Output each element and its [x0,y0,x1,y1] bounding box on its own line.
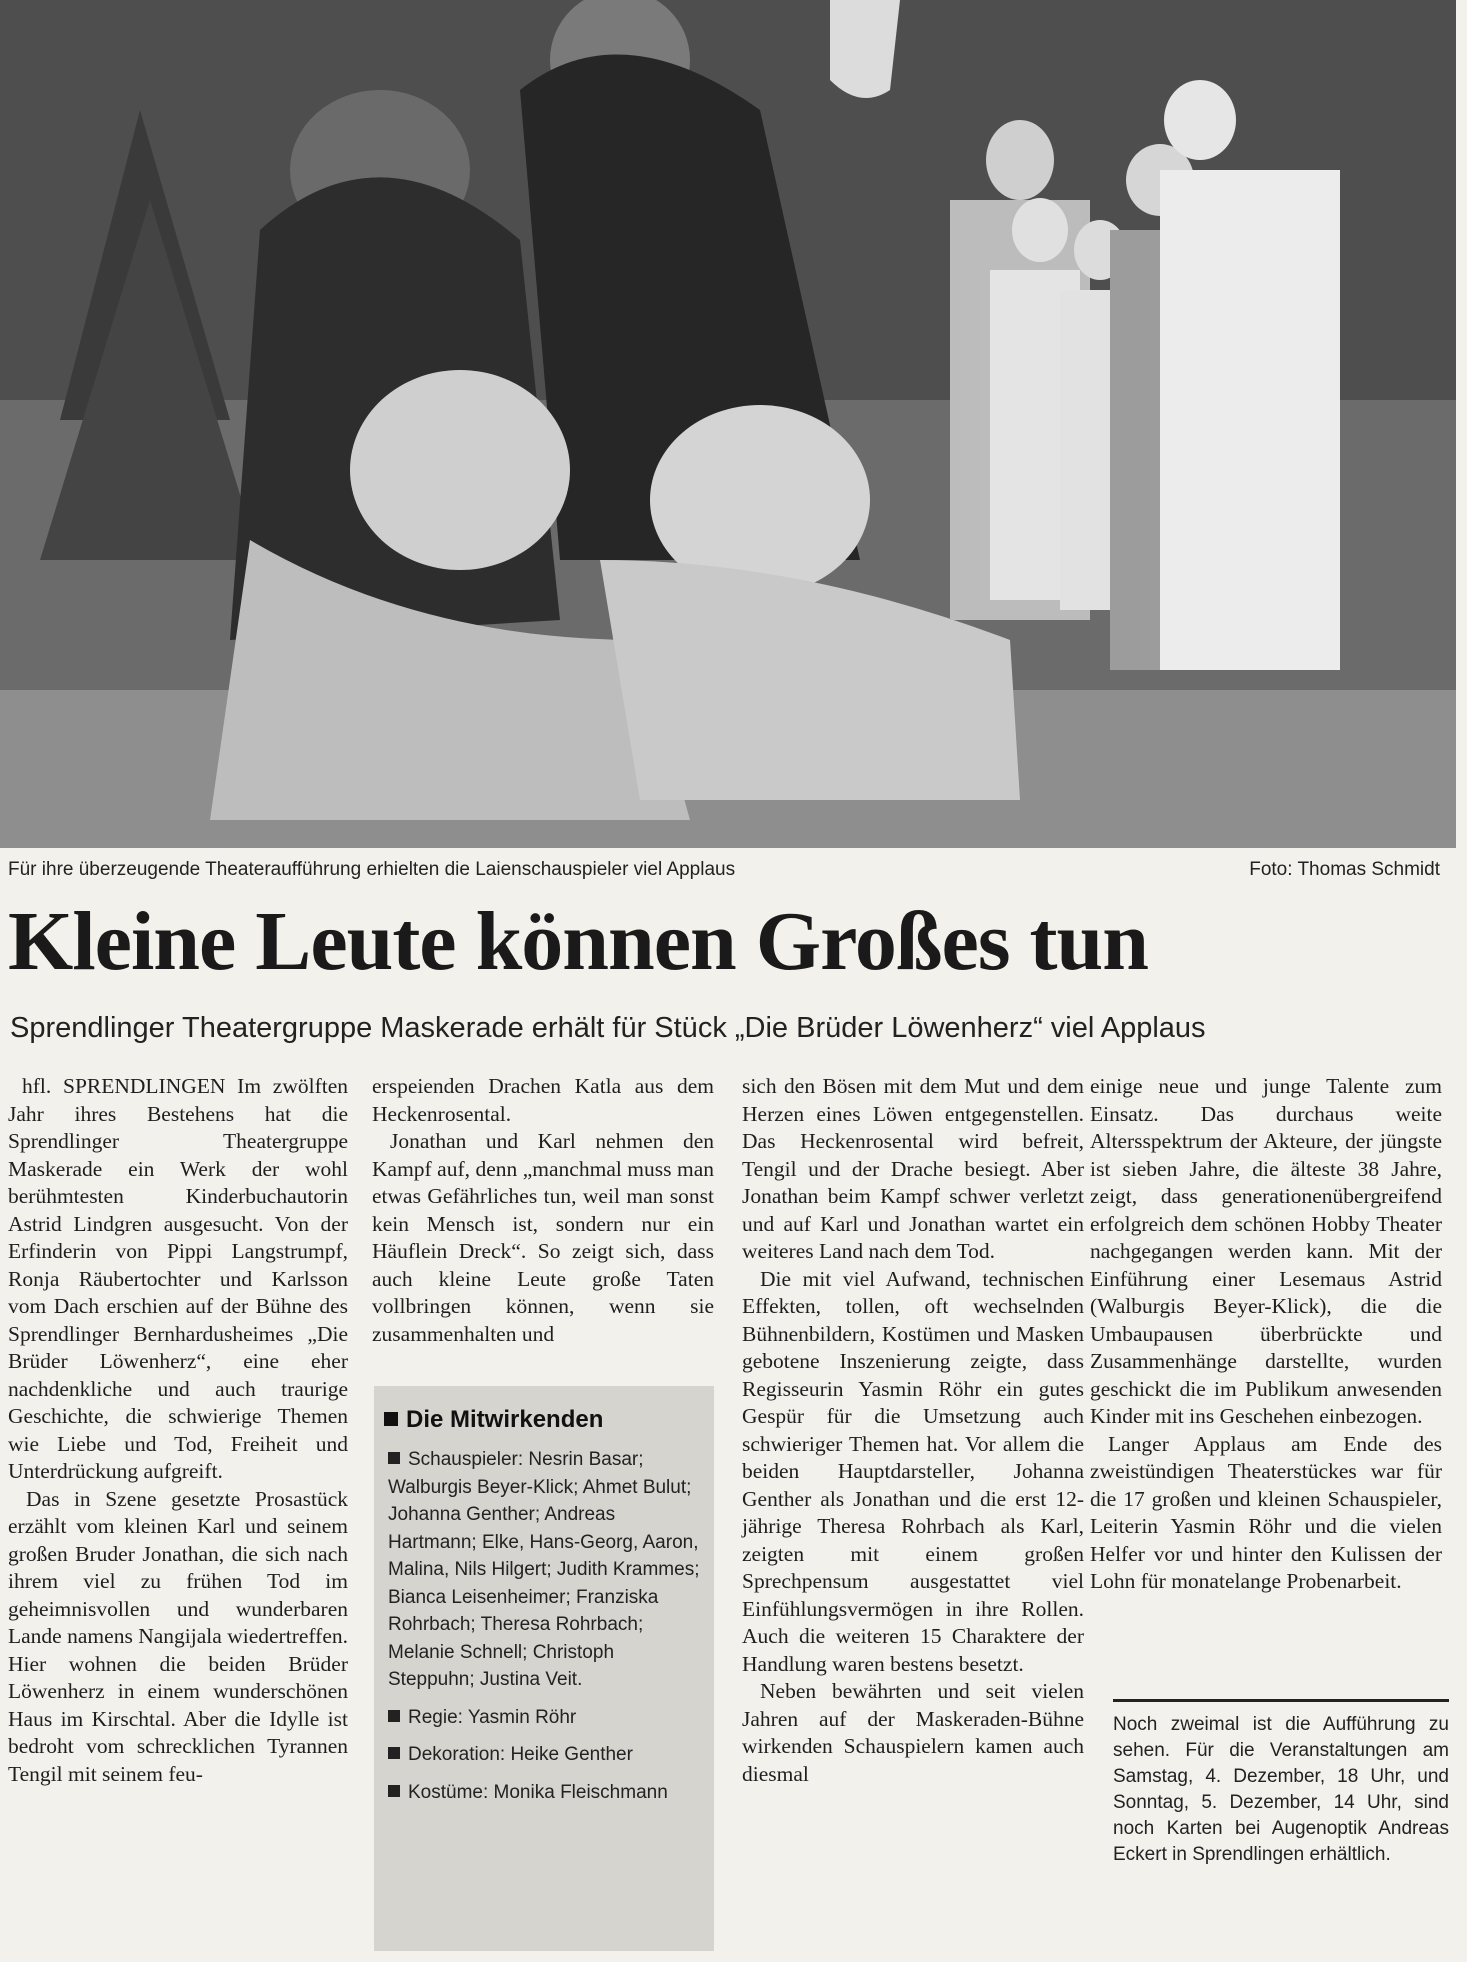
article-column-2 [372,1073,714,1348]
infobox-item [388,1741,704,1769]
infobox-title-text: Die Mitwirkenden [406,1406,604,1433]
paragraph: Jonathan und Karl nehmen den Kampf auf, denn „manchmal muss man etwas Gefährliches tun, weil man sonst kein Mensch ist, sondern nur ein Häuflein Dreck“. So zeigt sich, dass auch kleine Leute große Taten vollbringen können, wenn sie zusammenhalten und [372,1129,714,1346]
paragraph: Langer Applaus am Ende des zweistündigen Theaterstückes war für die 17 großen und kleinen Schauspieler, Leiterin Yasmin Röhr und die vielen Helfer vor und hinter den Kulissen der Lohn für monatelange Probenarbeit. [1090,1431,1442,1593]
infobox-title [384,1406,603,1434]
paragraph: einige neue und junge Talente zum Einsatz. Das durchaus weite Altersspektrum der Akteure, der jüngste ist sieben Jahre, die älteste 38 Jahre, zeigt, dass generationenübergreifend erfolgreich dem schönen Hobby Theater nachgegangen werden kann. Mit der Einführung einer Lesemaus Astrid (Walburgis Beyer-Klick), die die Umbaupausen überbrückte und Zusammenhänge darstellte, wurden geschickt die im Publikum anwesenden Kinder mit ins Geschehen einbezogen. [1090,1074,1442,1428]
paragraph: Das in Szene gesetzte Prosastück erzählt vom kleinen Karl und seinem großen Bruder Jonathan, die sich nach ihrem viel zu frühen Tod im geheimnisvollen und wunderbaren Lande namens Nangijala wiedertreffen. Hier wohnen die beiden Brüder Löwenherz in einem wunderschönen Haus im Kirschtal. Aber die Idylle ist bedroht vom schrecklichen Tyrannen Tengil mit seinem feu- [8,1486,348,1786]
infobox-item-text: Regie: Yasmin Röhr [408,1706,577,1728]
infobox-list [388,1446,704,1816]
infobox-item [388,1779,704,1807]
article-column-4 [1090,1073,1442,1596]
photo-caption-row [0,855,1440,883]
infobox-item-text: Dekoration: Heike Genther [408,1744,633,1765]
paragraph: sich den Bösen mit dem Mut und dem Herzen eines Löwen entgegenstellen. Das Heckenrosental wird befreit, Tengil und der Drache besiegt. Aber Jonathan beim Kampf schwer verletzt und auf Karl und Jonathan wartet ein weiteres Land nach dem Tod. [742,1074,1084,1263]
square-bullet-icon [388,1785,400,1797]
paragraph: erspeienden Drachen Katla aus dem Heckenrosental. [372,1074,714,1126]
infobox-item [388,1704,704,1732]
headline: Kleine Leute können Großes tun [8,895,1148,988]
stage-photo [0,0,1456,848]
article-column-1 [8,1073,348,1788]
infobox-item [388,1446,704,1694]
performance-notice [1113,1699,1449,1962]
photo-caption: Für ihre überzeugende Theateraufführung erhielten die Laienschauspieler viel Applaus [8,859,736,880]
paragraph: hfl. SPRENDLINGEN Im zwölften Jahr ihres Bestehens hat die Sprendlinger Theatergruppe Maskerade ein Werk der wohl berühmtesten Kinderbuchautorin Astrid Lindgren ausgesucht. Von der Erfinderin von Pippi Langstrumpf, Ronja Räubertochter und Karlsson vom Dach erschien auf der Bühne des Sprendlinger Bernhardusheimes „Die Brüder Löwenherz“, eine eher nachdenkliche und auch traurige Geschichte, die schwierige Themen wie Liebe und Tod, Freiheit und Unterdrückung aufgreift. [8,1074,348,1483]
infobox-item-text: Kostüme: Monika Fleischmann [408,1781,668,1803]
paragraph: Die mit viel Aufwand, technischen Effekten, tollen, oft wechselnden Bühnenbildern, Kostümen und Masken gebotene Inszenierung zeigte, dass Regisseurin Yasmin Röhr ein gutes Gespür für die Umsetzung auch schwieriger Themen hat. Vor allem die beiden Hauptdarsteller, Johanna Genther als Jonathan und die erst 12-jährige Theresa Rohrbach als Karl, zeigten mit einem großen Sprechpensum ausgestattet viel Einfühlungsvermögen in ihre Rollen. Auch die weiteren 15 Charaktere der Handlung waren bestens besetzt. [742,1266,1084,1676]
square-bullet-icon [384,1412,398,1426]
square-bullet-icon [388,1747,400,1759]
square-bullet-icon [388,1710,400,1722]
square-bullet-icon [388,1452,400,1464]
subheadline: Sprendlinger Theatergruppe Maskerade erhält für Stück „Die Brüder Löwenherz“ viel Applaus [10,1012,1206,1044]
stage-photo-drawing [0,0,1456,848]
article-column-3 [742,1073,1084,1788]
paragraph: Neben bewährten und seit vielen Jahren auf der Maskeraden-Bühne wirkenden Schauspielern kamen auch diesmal [742,1679,1084,1786]
cast-infobox [374,1386,714,1951]
infobox-item-text: Schauspieler: Nesrin Basar; Walburgis Beyer-Klick; Ahmet Bulut; Johanna Genther; Andreas Hartmann; Elke, Hans-Georg, Aaron, Malina, Nils Hilgert; Judith Krammes; Bianca Leisenheimer; Franziska Rohrbach; Theresa Rohrbach; Melanie Schnell; Christoph Steppuhn; Justina Veit. [388,1449,700,1690]
notice-text: Noch zweimal ist die Aufführung zu sehen. Für die Veranstaltungen am Samstag, 4. Dezember, 18 Uhr, und Sonntag, 5. Dezember, 14 Uhr, sind noch Karten bei Augenoptik Andreas Eckert in Sprendlingen erhältlich. [1113,1714,1449,1865]
photo-credit: Foto: Thomas Schmidt [1249,859,1440,880]
